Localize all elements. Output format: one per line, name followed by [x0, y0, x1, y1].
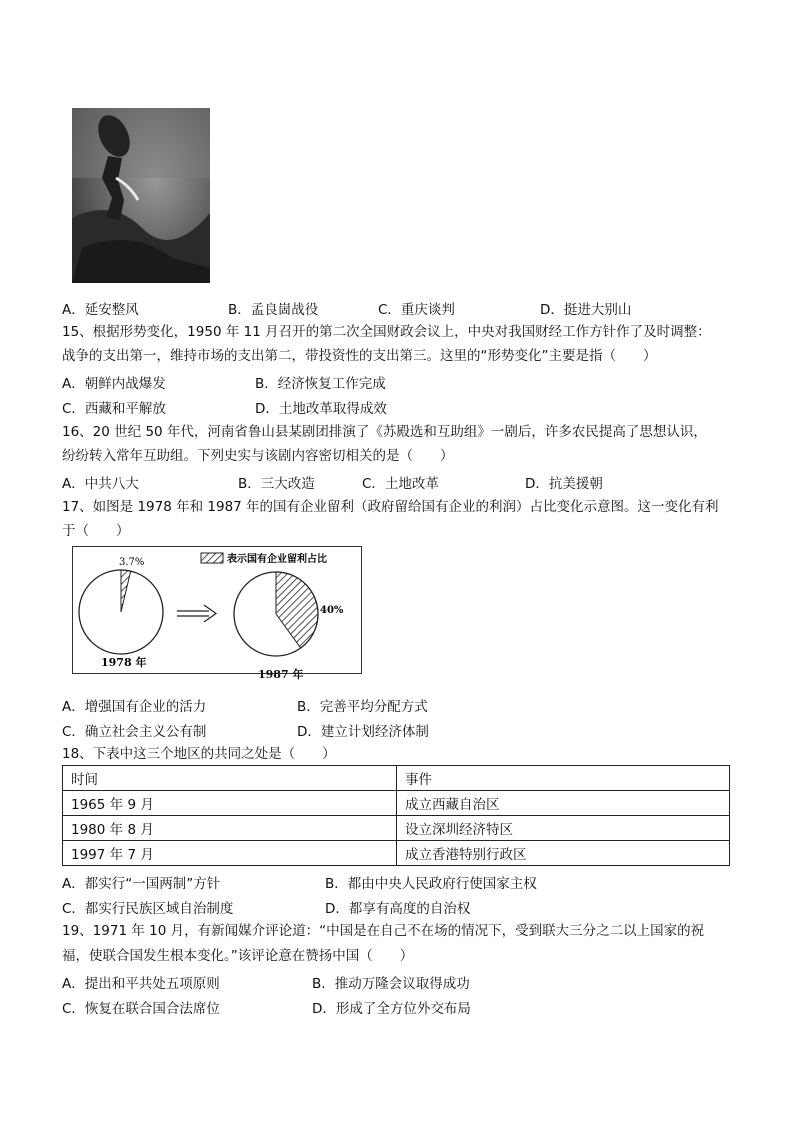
q16-stem-line-1: 16、20 世纪 50 年代，河南省鲁山县某剧团排演了《苏殿选和互助组》一剧后，许多农民提高了思想认识，: [62, 424, 707, 440]
q19-stem-line-1: 19、1971 年 10 月，有新闻媒介评论道：“中国是在自己不在场的情况下，受到联大三分之二以上国家的祝: [62, 923, 705, 939]
pie-1978-year-label: 1978 年: [101, 656, 147, 669]
q14-option-a: A．延安整风: [62, 302, 139, 318]
q14-option-b: B．孟良崮战役: [228, 302, 319, 318]
pie-1987-year-label: 1987 年: [258, 668, 304, 681]
events-table: [62, 765, 730, 866]
q15-option-a: A．朝鲜内战爆发: [62, 376, 166, 392]
q15-stem-line-2: 战争的支出第一，维持市场的支出第二，带投资性的支出第三。这里的“形势变化”主要是指（ ）: [62, 348, 657, 364]
q17-stem-line-1: 17、如图是 1978 年和 1987 年的国有企业留利（政府留给国有企业的利润）占比变化示意图。这一变化有利: [62, 499, 719, 515]
q16-option-a: A．中共八大: [62, 476, 139, 492]
q16-option-c: C．土地改革: [362, 476, 439, 492]
q18-option-a: A．都实行“一国两制”方针: [62, 876, 221, 892]
q19-option-c: C．恢复在联合国合法席位: [62, 1001, 220, 1017]
q16-stem-line-2: 纷纷转入常年互助组。下列史实与该剧内容密切相关的是（ ）: [62, 448, 454, 464]
legend-hatch-swatch: [201, 553, 223, 563]
q16-option-b: B．三大改造: [238, 476, 315, 492]
q15-option-d: D．土地改革取得成效: [255, 401, 387, 417]
pie-chart-figure: [72, 546, 362, 674]
q17-stem-line-2: 于（ ）: [62, 523, 130, 539]
q18-option-b: B．都由中央人民政府行使国家主权: [325, 876, 537, 892]
table-row: [63, 791, 730, 816]
q15-stem-line-1: 15、根据形势变化，1950 年 11 月召开的第二次全国财政会议上，中央对我国财经工作方针作了及时调整：: [62, 324, 711, 340]
historical-photo: [72, 108, 210, 283]
q19-option-b: B．推动万隆会议取得成功: [312, 976, 470, 992]
q17-option-c: C．确立社会主义公有制: [62, 724, 207, 740]
table-header-row: [63, 766, 730, 791]
table-cell-event: 成立香港特别行政区: [397, 841, 730, 866]
q15-option-c: C．西藏和平解放: [62, 401, 166, 417]
q19-option-d: D．形成了全方位外交布局: [312, 1001, 471, 1017]
table-cell-event: 成立西藏自治区: [397, 791, 730, 816]
q17-option-a: A．增强国有企业的活力: [62, 699, 207, 715]
q15-option-b: B．经济恢复工作完成: [255, 376, 386, 392]
table-row: [63, 816, 730, 841]
table-cell-time: 1997 年 7 月: [63, 841, 397, 866]
table-cell-time: 1965 年 9 月: [63, 791, 397, 816]
table-cell-event: 设立深圳经济特区: [397, 816, 730, 841]
table-header-event: 事件: [397, 766, 730, 791]
legend-label: 表示国有企业留利占比: [227, 554, 327, 565]
table-cell-time: 1980 年 8 月: [63, 816, 397, 841]
q17-option-b: B．完善平均分配方式: [297, 699, 428, 715]
q18-option-c: C．都实行民族区域自治制度: [62, 901, 234, 917]
table-row: [63, 841, 730, 866]
table-header-time: 时间: [63, 766, 397, 791]
q17-option-d: D．建立计划经济体制: [297, 724, 429, 740]
pie-1978-pct-label: 3.7%: [119, 557, 145, 568]
right-arrow-icon: [177, 605, 216, 622]
q18-option-d: D．都享有高度的自治权: [325, 901, 471, 917]
q19-option-a: A．提出和平共处五项原则: [62, 976, 220, 992]
q18-stem: 18、下表中这三个地区的共同之处是（ ）: [62, 746, 336, 762]
q14-option-d: D．挺进大别山: [540, 302, 632, 318]
q19-stem-line-2: 福，使联合国发生根本变化。”该评论意在赞扬中国（ ）: [62, 948, 414, 964]
pie-1987-pct-label: 40%: [320, 605, 344, 616]
q14-option-c: C．重庆谈判: [378, 302, 455, 318]
q16-option-d: D．抗美援朝: [525, 476, 603, 492]
